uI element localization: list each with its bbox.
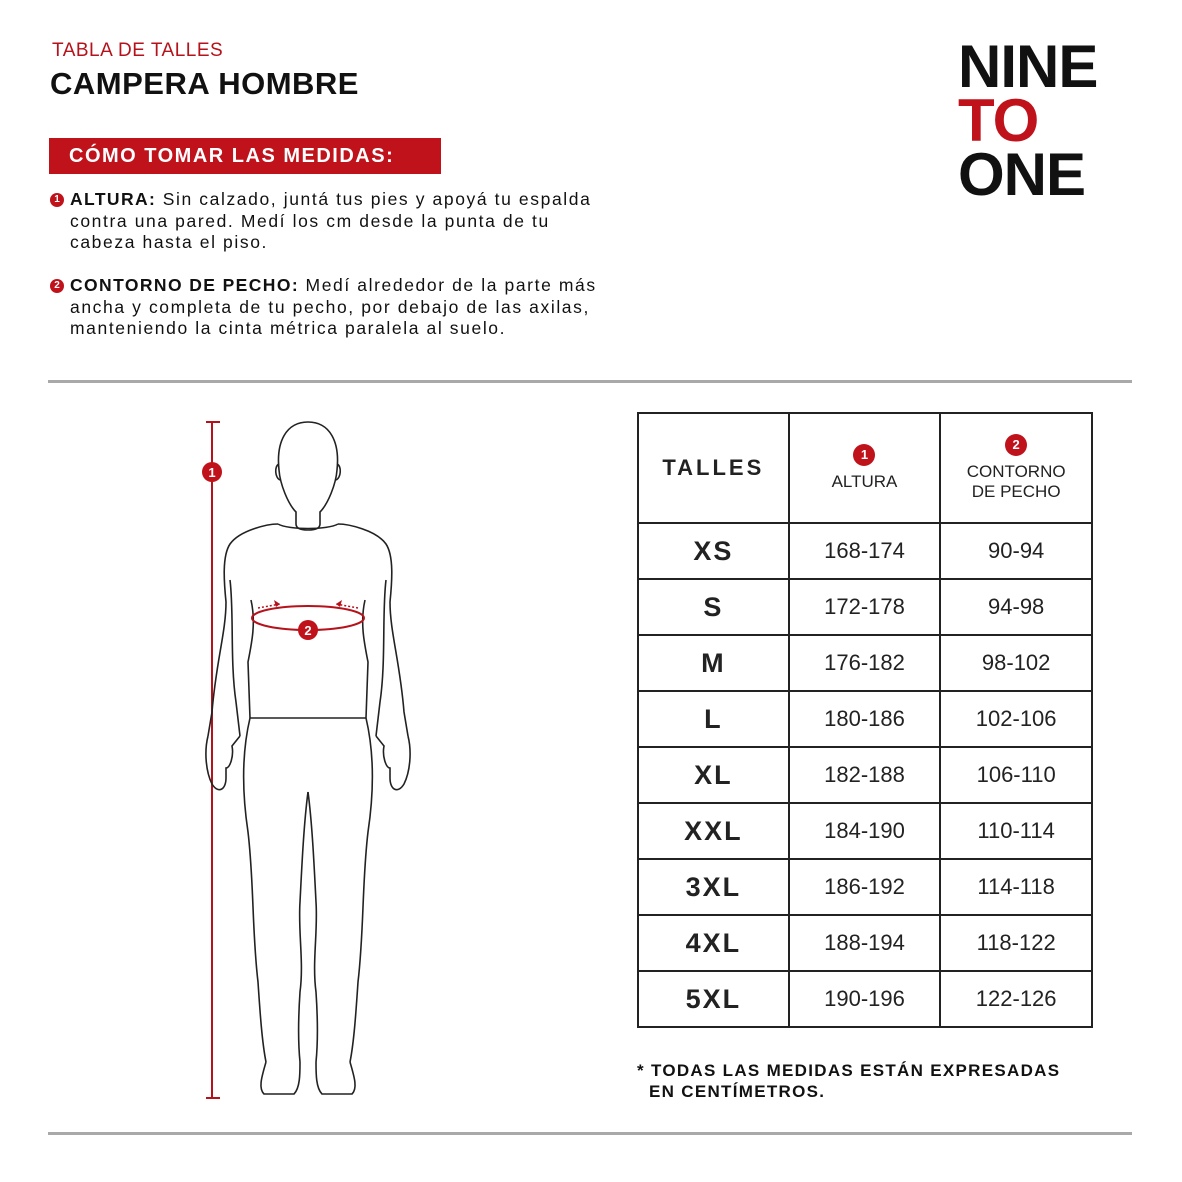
table-row [638, 915, 1092, 971]
table-row [638, 523, 1092, 579]
table-row [638, 635, 1092, 691]
step-number-badge: 1 [50, 193, 64, 207]
size-cell: L [638, 691, 789, 747]
header-talles: TALLES [638, 413, 789, 523]
divider-top [48, 380, 1132, 383]
page-eyebrow: TABLA DE TALLES [52, 40, 224, 61]
pecho-cell: 110-114 [940, 803, 1092, 859]
size-table [637, 412, 1093, 1028]
pecho-cell: 90-94 [940, 523, 1092, 579]
table-header-row [638, 413, 1092, 523]
header-label: ALTURA [831, 472, 898, 491]
altura-cell: 168-174 [789, 523, 941, 579]
height-marker-label: 1 [208, 465, 216, 480]
pecho-cell: 102-106 [940, 691, 1092, 747]
size-cell: M [638, 635, 789, 691]
step-lead: CONTORNO DE PECHO: [70, 275, 300, 295]
header-altura [789, 413, 941, 523]
chest-marker-label: 2 [304, 623, 312, 638]
height-measure-line [202, 422, 222, 1098]
header-number-badge: 1 [853, 444, 875, 466]
table-row [638, 691, 1092, 747]
pecho-cell: 94-98 [940, 579, 1092, 635]
altura-cell: 188-194 [789, 915, 941, 971]
pecho-cell: 106-110 [940, 747, 1092, 803]
altura-cell: 172-178 [789, 579, 941, 635]
altura-cell: 190-196 [789, 971, 941, 1027]
altura-cell: 184-190 [789, 803, 941, 859]
header-label: CONTORNO DE PECHO [966, 462, 1066, 501]
size-cell: XL [638, 747, 789, 803]
logo-line-1: NINE [958, 33, 1098, 100]
size-cell: S [638, 579, 789, 635]
how-to-measure-banner: CÓMO TOMAR LAS MEDIDAS: [49, 138, 441, 174]
size-cell: 3XL [638, 859, 789, 915]
pecho-cell: 98-102 [940, 635, 1092, 691]
chest-measure [252, 600, 364, 640]
step-number-badge: 2 [50, 279, 64, 293]
size-cell: XS [638, 523, 789, 579]
altura-cell: 186-192 [789, 859, 941, 915]
size-cell: 5XL [638, 971, 789, 1027]
table-row [638, 971, 1092, 1027]
pecho-cell: 122-126 [940, 971, 1092, 1027]
size-cell: XXL [638, 803, 789, 859]
footnote [637, 1060, 1060, 1102]
step-text: Medí alrededor de la parte más ancha y completa de tu pecho, por debajo de las axilas, manteniendo la cinta métrica paralela al suelo. [70, 275, 597, 338]
altura-cell: 180-186 [789, 691, 941, 747]
step-text: Sin calzado, juntá tus pies y apoyá tu espalda contra una pared. Medí los cm desde la punta de tu cabeza hasta el piso. [70, 189, 592, 252]
instruction-step-altura [50, 189, 610, 254]
logo-line-3: ONE [958, 141, 1086, 208]
step-lead: ALTURA: [70, 189, 157, 209]
table-row [638, 803, 1092, 859]
instruction-step-pecho [50, 275, 610, 340]
table-row [638, 859, 1092, 915]
footnote-line-2: EN CENTÍMETROS. [649, 1082, 826, 1101]
logo-line-2: TO [958, 87, 1039, 154]
header-contorno [940, 413, 1092, 523]
brand-logo [958, 33, 1098, 208]
table-row [638, 579, 1092, 635]
size-cell: 4XL [638, 915, 789, 971]
footnote-line-1: * TODAS LAS MEDIDAS ESTÁN EXPRESADAS [637, 1061, 1061, 1080]
altura-cell: 176-182 [789, 635, 941, 691]
altura-cell: 182-188 [789, 747, 941, 803]
page-title: CAMPERA HOMBRE [50, 66, 359, 101]
body-measurement-figure [196, 412, 436, 1102]
pecho-cell: 114-118 [940, 859, 1092, 915]
divider-bottom [48, 1132, 1132, 1135]
header-number-badge: 2 [1005, 434, 1027, 456]
pecho-cell: 118-122 [940, 915, 1092, 971]
person-outline [206, 422, 410, 1094]
table-row [638, 747, 1092, 803]
